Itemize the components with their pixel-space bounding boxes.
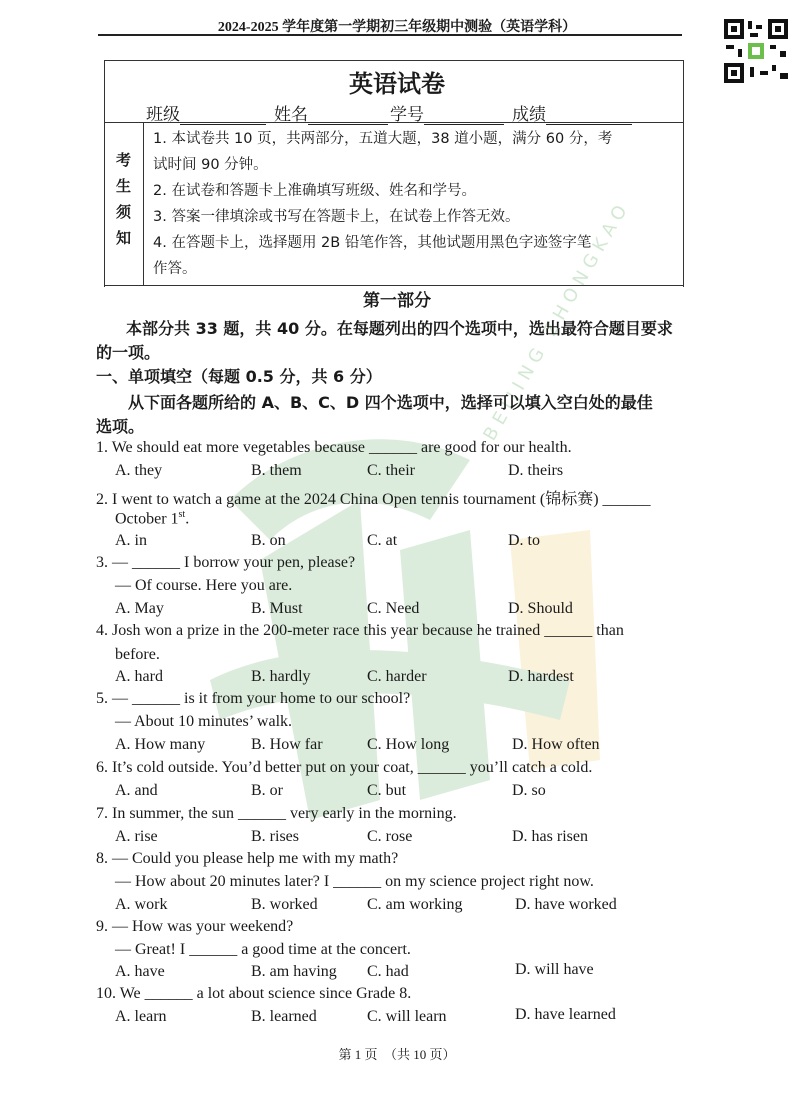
part-intro: 的一项。 xyxy=(96,343,161,362)
question-7-option-b[interactable]: B. rises xyxy=(251,828,299,845)
question-9-option-a[interactable]: A. have xyxy=(115,963,165,980)
question-2-stem-cont xyxy=(115,509,189,528)
question-4-stem: 4. Josh won a prize in the 200-meter race this year because he trained ______ than xyxy=(96,622,624,639)
notice-line: 1. 本试卷共 10 页，共两部分，五道大题，38 道小题，满分 60 分，考 xyxy=(153,131,613,147)
question-3-option-d[interactable]: D. Should xyxy=(508,600,573,617)
question-5-option-b[interactable]: B. How far xyxy=(251,736,323,753)
question-2-option-b[interactable]: B. on xyxy=(251,532,286,549)
question-1-stem: 1. We should eat more vegetables because ______ are good for our health. xyxy=(96,439,572,456)
question-5-option-a[interactable]: A. How many xyxy=(115,736,206,753)
page-number: 第 1 页 （共 10 页） xyxy=(338,1047,456,1062)
question-2-period: . xyxy=(185,510,190,528)
question-3-stem: 3. — ______ I borrow your pen, please? xyxy=(96,554,356,571)
question-5-option-d[interactable]: D. How often xyxy=(512,736,600,753)
question-4-option-b[interactable]: B. hardly xyxy=(251,668,311,685)
notice-line: 作答。 xyxy=(153,261,197,277)
question-1-option-d[interactable]: D. theirs xyxy=(508,462,564,479)
question-4-option-c[interactable]: C. harder xyxy=(367,668,427,685)
question-4-stem-cont: before. xyxy=(115,646,160,663)
question-8-option-b[interactable]: B. worked xyxy=(251,896,318,913)
question-10-option-d[interactable]: D. have learned xyxy=(515,1006,616,1023)
question-3-reply: — Of course. Here you are. xyxy=(115,577,293,594)
question-5-reply: — About 10 minutes’ walk. xyxy=(115,713,293,730)
question-9-option-c[interactable]: C. had xyxy=(367,963,409,980)
question-8-option-a[interactable]: A. work xyxy=(115,896,168,913)
question-6-option-c[interactable]: C. but xyxy=(367,782,407,799)
section-title: 一、单项填空（每题 0.5 分，共 6 分） xyxy=(96,367,382,386)
question-2-stem: 2. I went to watch a game at the 2024 China Open tennis tournament (锦标赛) ______ xyxy=(96,491,651,508)
question-5-stem: 5. — ______ is it from your home to our school? xyxy=(96,690,411,707)
question-8-option-c[interactable]: C. am working xyxy=(367,896,463,913)
part-intro: 本部分共 33 题，共 40 分。在每题列出的四个选项中，选出最符合题目要求 xyxy=(126,319,673,338)
watermark-text: BEIJING ZHONGKAO xyxy=(479,196,635,445)
question-9-option-d[interactable]: D. will have xyxy=(515,961,594,978)
paper-title: 英语试卷 xyxy=(349,70,445,98)
notice-label xyxy=(105,123,144,285)
section-instruction: 从下面各题所给的 A、B、C、D 四个选项中，选择可以填入空白处的最佳 xyxy=(128,393,653,412)
question-7-stem: 7. In summer, the sun ______ very early in the morning. xyxy=(96,805,457,822)
question-7-option-a[interactable]: A. rise xyxy=(115,828,158,845)
question-10-option-c[interactable]: C. will learn xyxy=(367,1008,447,1025)
question-2-option-d[interactable]: D. to xyxy=(508,532,540,549)
question-7-option-c[interactable]: C. rose xyxy=(367,828,413,845)
notice-line: 试时间 90 分钟。 xyxy=(153,157,268,173)
question-3-option-c[interactable]: C. Need xyxy=(367,600,420,617)
question-6-stem: 6. It’s cold outside. You’d better put on your coat, ______ you’ll catch a cold. xyxy=(96,759,593,776)
question-5-option-c[interactable]: C. How long xyxy=(367,736,450,753)
question-4-option-d[interactable]: D. hardest xyxy=(508,668,574,685)
question-8-reply: — How about 20 minutes later? I ______ on my science project right now. xyxy=(115,873,594,890)
question-8-stem: 8. — Could you please help me with my math? xyxy=(96,850,399,867)
question-9-stem: 9. — How was your weekend? xyxy=(96,918,294,935)
question-3-option-b[interactable]: B. Must xyxy=(251,600,303,617)
question-1-option-a[interactable]: A. they xyxy=(115,462,163,479)
section-instruction: 选项。 xyxy=(96,417,145,436)
question-1-option-c[interactable]: C. their xyxy=(367,462,415,479)
notice-line: 3. 答案一律填涂或书写在答题卡上，在试卷上作答无效。 xyxy=(153,209,520,225)
question-6-option-d[interactable]: D. so xyxy=(512,782,546,799)
question-10-stem: 10. We ______ a lot about science since Grade 8. xyxy=(96,985,412,1002)
question-8-option-d[interactable]: D. have worked xyxy=(515,896,617,913)
score-label: 成绩 xyxy=(512,105,546,125)
notice-label-char: 须 xyxy=(116,203,132,221)
exam-header: 2024-2025 学年度第一学期初三年级期中测验（英语学科） xyxy=(217,20,577,35)
question-9-reply: — Great! I ______ a good time at the concert. xyxy=(115,941,411,958)
question-9-option-b[interactable]: B. am having xyxy=(251,963,337,980)
question-2-date: October 1 xyxy=(115,510,179,528)
notice-label-char: 生 xyxy=(116,177,132,195)
class-label: 班级 xyxy=(146,105,180,125)
question-6-option-a[interactable]: A. and xyxy=(115,782,158,799)
question-2-ordinal: st xyxy=(178,509,186,520)
student-id-label: 学号 xyxy=(390,105,424,125)
notice-line: 4. 在答题卡上，选择题用 2B 铅笔作答，其他试题用黑色字迹签字笔 xyxy=(153,235,592,251)
question-1-option-b[interactable]: B. them xyxy=(251,462,302,479)
notice-label-char: 考 xyxy=(116,151,132,169)
question-10-option-b[interactable]: B. learned xyxy=(251,1008,317,1025)
header-rule xyxy=(98,34,682,36)
question-2-option-a[interactable]: A. in xyxy=(115,532,147,549)
notice-label-char: 知 xyxy=(116,229,132,247)
question-4-option-a[interactable]: A. hard xyxy=(115,668,163,685)
notice-line: 2. 在试卷和答题卡上准确填写班级、姓名和学号。 xyxy=(153,183,476,199)
question-3-option-a[interactable]: A. May xyxy=(115,600,164,617)
question-2-option-c[interactable]: C. at xyxy=(367,532,398,549)
name-label: 姓名 xyxy=(274,105,308,125)
question-6-option-b[interactable]: B. or xyxy=(251,782,283,799)
question-10-option-a[interactable]: A. learn xyxy=(115,1008,167,1025)
question-7-option-d[interactable]: D. has risen xyxy=(512,828,588,845)
part-title: 第一部分 xyxy=(363,291,431,311)
